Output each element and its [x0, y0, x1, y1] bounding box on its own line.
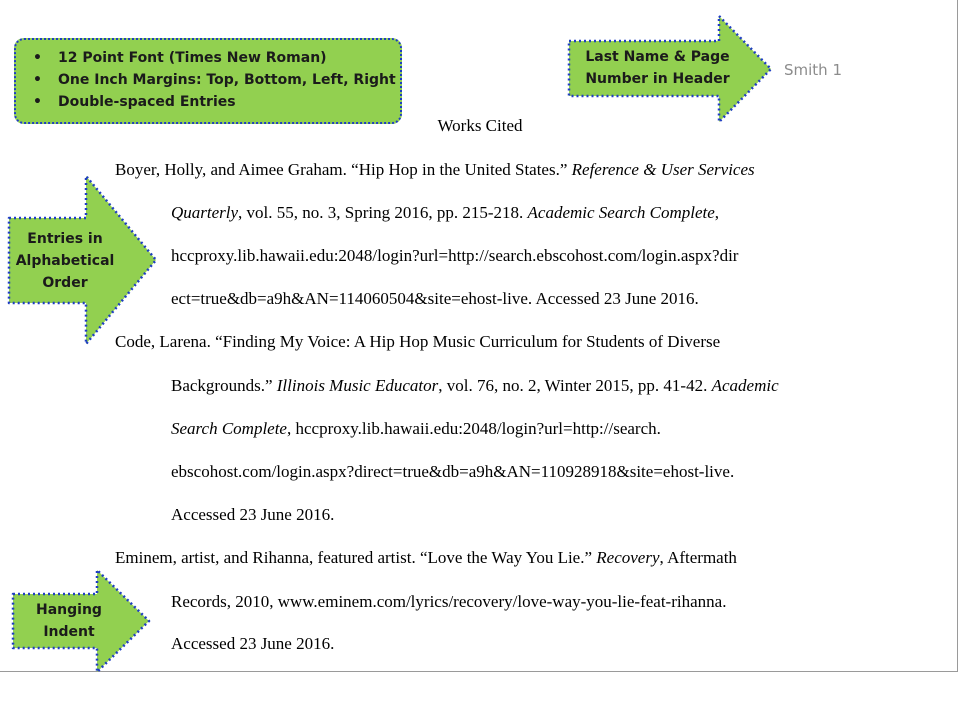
entry-3-publisher: , Aftermath [659, 548, 737, 567]
header-last-name-page: Smith 1 [784, 61, 843, 79]
alphabetical-arrow-label [12, 228, 118, 294]
entry-1-database: Academic Search Complete [527, 203, 715, 222]
rule-margins: • One Inch Margins: Top, Bottom, Left, Right [16, 69, 400, 91]
entry-3-album: Recovery [596, 548, 660, 567]
entry-1-journal-cont: Quarterly [171, 203, 239, 222]
entry-2-journal: Illinois Music Educator [276, 376, 439, 395]
entry-2-line-5: Accessed 23 June 2016. [171, 505, 335, 524]
alpha-arrow-line-2: Alphabetical [15, 253, 115, 269]
header-arrow-label [575, 46, 740, 90]
header-arrow-line-2: Number in Header [585, 71, 730, 87]
entry-2-database-cont: Search Complete [171, 419, 287, 438]
entry-1-line-3: hccproxy.lib.hawaii.edu:2048/login?url=http://search.ebscohost.com/login.aspx?dir [171, 246, 739, 265]
works-cited-title: Works Cited [437, 116, 523, 135]
entry-1-line-4: ect=true&db=a9h&AN=114060504&site=ehost-live. Accessed 23 June 2016. [171, 289, 699, 308]
entry-3-line-2: Records, 2010, www.eminem.com/lyrics/recovery/love-way-you-lie-feat-rihanna. [171, 592, 727, 611]
entry-1-comma: , [714, 203, 720, 222]
entry-1-text: Boyer, Holly, and Aimee Graham. “Hip Hop in the United States.” [115, 160, 572, 179]
entry-2-text: Backgrounds.” [171, 376, 277, 395]
entry-2-details: , vol. 76, no. 2, Winter 2015, pp. 41-42. [438, 376, 712, 395]
entry-2-url: , hccproxy.lib.hawaii.edu:2048/login?url=http://search. [286, 419, 661, 438]
hanging-indent-arrow-label [16, 599, 122, 643]
entry-3-text: Eminem, artist, and Rihanna, featured artist. “Love the Way You Lie.” [115, 548, 597, 567]
hanging-arrow-line-1: Hanging [36, 602, 102, 618]
entry-2-line-4: ebscohost.com/login.aspx?direct=true&db=a9h&AN=110928918&site=ehost-live. [171, 462, 735, 481]
entry-1-details: , vol. 55, no. 3, Spring 2016, pp. 215-218. [238, 203, 528, 222]
rule-spacing: • Double-spaced Entries [16, 91, 400, 113]
entry-2-line-1: Code, Larena. “Finding My Voice: A Hip Hop Music Curriculum for Students of Diverse [115, 332, 721, 351]
alpha-arrow-line-1: Entries in [27, 231, 103, 247]
rule-font: • 12 Point Font (Times New Roman) [16, 47, 400, 69]
hanging-arrow-line-2: Indent [43, 624, 95, 640]
entry-2-database: Academic [711, 376, 779, 395]
header-arrow-line-1: Last Name & Page [585, 49, 730, 65]
entry-1-journal: Reference & User Services [571, 160, 755, 179]
alpha-arrow-line-3: Order [42, 275, 88, 291]
entry-3-line-3: Accessed 23 June 2016. [171, 634, 335, 653]
